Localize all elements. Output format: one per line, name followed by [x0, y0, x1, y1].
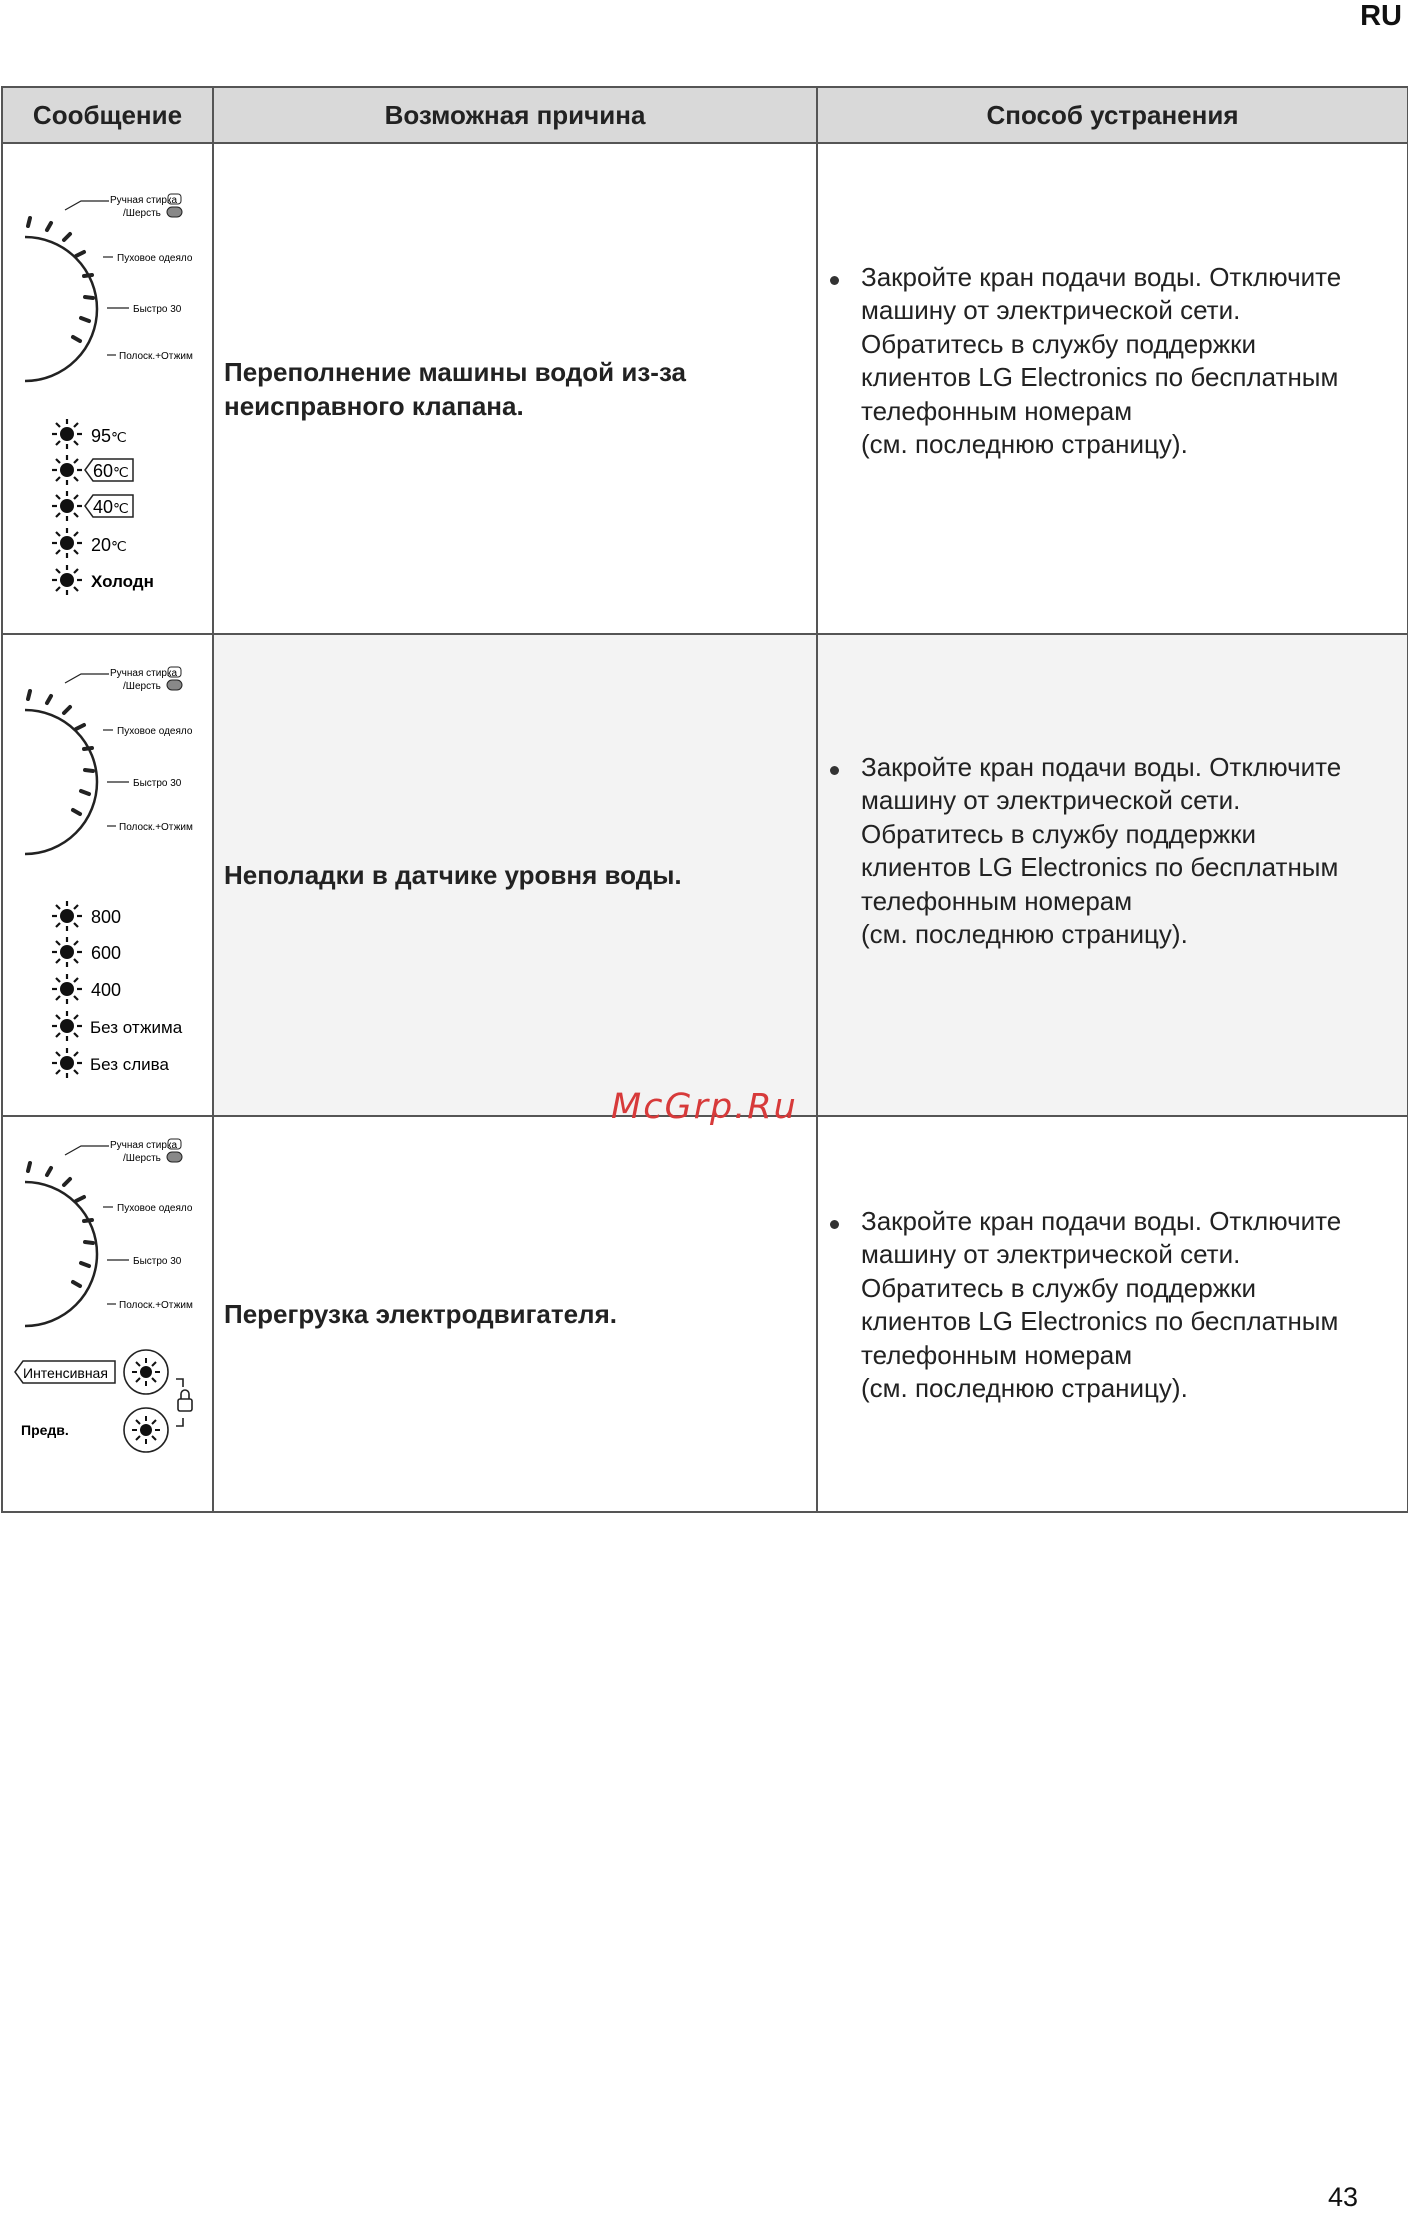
watermark: McGrp.Ru: [611, 1087, 798, 1127]
error-codes-table: [1, 86, 1408, 1513]
wool-icon: [167, 680, 182, 690]
indicator-row: [52, 528, 127, 558]
blinking-led-icon: [60, 427, 74, 441]
child-lock-icon: [176, 1379, 192, 1426]
indicator-row: [52, 1048, 170, 1078]
language-label: RU: [1360, 0, 1402, 32]
spin-label: 600: [91, 943, 122, 963]
wool-icon: [167, 1152, 182, 1162]
blinking-led-icon: [60, 1056, 74, 1070]
blinking-led-icon: [60, 463, 74, 477]
solution-text: машину от электрической сети.: [861, 785, 1241, 815]
solution-text: Обратитесь в службу поддержки: [861, 328, 1256, 359]
cause-text: Неполадки в датчике уровня воды.: [224, 860, 682, 890]
blinking-led-icon: [60, 536, 74, 550]
table-row: [2, 634, 1408, 1116]
blinking-led-icon: [140, 1366, 152, 1378]
message-display-cell: [2, 1116, 213, 1512]
solution-text: телефонным номерам: [861, 1339, 1133, 1370]
solution-text: телефонным номерам: [861, 395, 1133, 426]
wool-icon: [167, 207, 182, 217]
message-display-cell: [2, 143, 213, 634]
spin-label: Без слива: [90, 1055, 169, 1074]
indicator-row: [52, 901, 121, 931]
indicator-row: [52, 565, 154, 595]
possible-cause-cell: [213, 1116, 817, 1512]
dial-label-duvet: Пуховое одеяло: [117, 253, 193, 264]
solution-cell: [817, 143, 1408, 634]
spin-label: 800: [91, 907, 122, 927]
dial-label-rinse-spin: Полоск.+Отжим: [119, 822, 193, 833]
spin-indicators: [52, 901, 183, 1078]
control-panel-illustration: [3, 1117, 211, 1510]
indicator-row: [52, 419, 127, 449]
solution-text: машину от электрической сети.: [861, 1239, 1241, 1269]
dial-label-quick30: Быстро 30: [133, 304, 182, 315]
possible-cause-cell: [213, 634, 817, 1116]
dial-label-hand-wash: Ручная стирка: [110, 1140, 178, 1151]
option-led: [124, 1350, 168, 1394]
dial-label-hand-wash: Ручная стирка: [110, 668, 178, 679]
dial-label-duvet: Пуховое одеяло: [117, 1203, 193, 1214]
solution-text: (см. последнюю страницу).: [861, 429, 1188, 459]
option-indicators: [15, 1350, 192, 1452]
temperature-label: 20℃: [91, 535, 127, 555]
indicator-row: [52, 974, 121, 1004]
dial-label-quick30: Быстро 30: [133, 778, 182, 789]
blinking-led-icon: [60, 1019, 74, 1033]
program-dial: [25, 194, 193, 381]
solution-text: машину от электрической сети.: [861, 295, 1241, 325]
message-display-cell: [2, 634, 213, 1116]
indicator-row: [52, 937, 121, 967]
solution-text: клиентов LG Electronics по бесплатным: [861, 362, 1339, 392]
control-panel-illustration: [3, 144, 211, 632]
possible-cause-cell: [213, 143, 817, 634]
solution-text: Закройте кран подачи воды. Отключите: [861, 751, 1342, 782]
solution-text: (см. последнюю страницу).: [861, 919, 1188, 949]
dial-label-wool: /Шерсть: [123, 681, 161, 692]
indicator-row: [52, 491, 133, 521]
blinking-led-icon: [60, 945, 74, 959]
control-panel-illustration: [3, 635, 211, 1114]
solution-text: Обратитесь в службу поддержки: [861, 1272, 1256, 1303]
solution-text: телефонным номерам: [861, 885, 1133, 916]
table-row: [2, 1116, 1408, 1512]
page-number: 43: [1327, 2182, 1358, 2212]
spin-label: 400: [91, 980, 122, 1000]
temperature-label: 60℃: [93, 461, 129, 481]
solution-text: Обратитесь в службу поддержки: [861, 818, 1256, 849]
solution-cell: [817, 1116, 1408, 1512]
blinking-led-icon: [60, 982, 74, 996]
program-dial: [25, 667, 193, 854]
solution-text: Закройте кран подачи воды. Отключите: [861, 261, 1342, 292]
dial-label-quick30: Быстро 30: [133, 1256, 182, 1267]
blinking-led-icon: [60, 573, 74, 587]
temperature-label: 40℃: [93, 497, 129, 517]
solution-text: клиентов LG Electronics по бесплатным: [861, 1306, 1339, 1336]
solution-text: (см. последнюю страницу).: [861, 1373, 1188, 1403]
dial-label-duvet: Пуховое одеяло: [117, 726, 193, 737]
dial-label-hand-wash: Ручная стирка: [110, 195, 178, 206]
dial-label-wool: /Шерсть: [123, 208, 161, 219]
cause-text: неисправного клапана.: [224, 390, 524, 421]
temperature-label: 95℃: [91, 426, 127, 446]
cause-text: Перегрузка электродвигателя.: [224, 1299, 617, 1329]
dial-label-wool: /Шерсть: [123, 1153, 161, 1164]
dial-label-rinse-spin: Полоск.+Отжим: [119, 351, 193, 362]
column-header-message: Сообщение: [2, 87, 213, 143]
cause-text: Переполнение машины водой из-за: [224, 356, 686, 387]
blinking-led-icon: [60, 499, 74, 513]
solution-text: Закройте кран подачи воды. Отключите: [861, 1205, 1342, 1236]
blinking-led-icon: [140, 1424, 152, 1436]
spin-label: Без отжима: [90, 1018, 183, 1037]
column-header-cause: Возможная причина: [213, 87, 817, 143]
indicator-row: [52, 455, 133, 485]
bullet-icon: [830, 766, 839, 775]
indicator-row: [52, 1011, 183, 1041]
column-header-solution: Способ устранения: [817, 87, 1408, 143]
temperature-label: Холодн: [91, 572, 154, 591]
option-led: [124, 1408, 168, 1452]
program-dial: [25, 1139, 193, 1326]
solution-text: клиентов LG Electronics по бесплатным: [861, 852, 1339, 882]
solution-cell: [817, 634, 1408, 1116]
prewash-label: Предв.: [21, 1422, 69, 1438]
table-row: [2, 143, 1408, 634]
intensive-label: Интенсивная: [23, 1365, 108, 1381]
bullet-icon: [830, 1220, 839, 1229]
temperature-indicators: [52, 419, 154, 595]
bullet-icon: [830, 276, 839, 285]
dial-label-rinse-spin: Полоск.+Отжим: [119, 1300, 193, 1311]
blinking-led-icon: [60, 909, 74, 923]
